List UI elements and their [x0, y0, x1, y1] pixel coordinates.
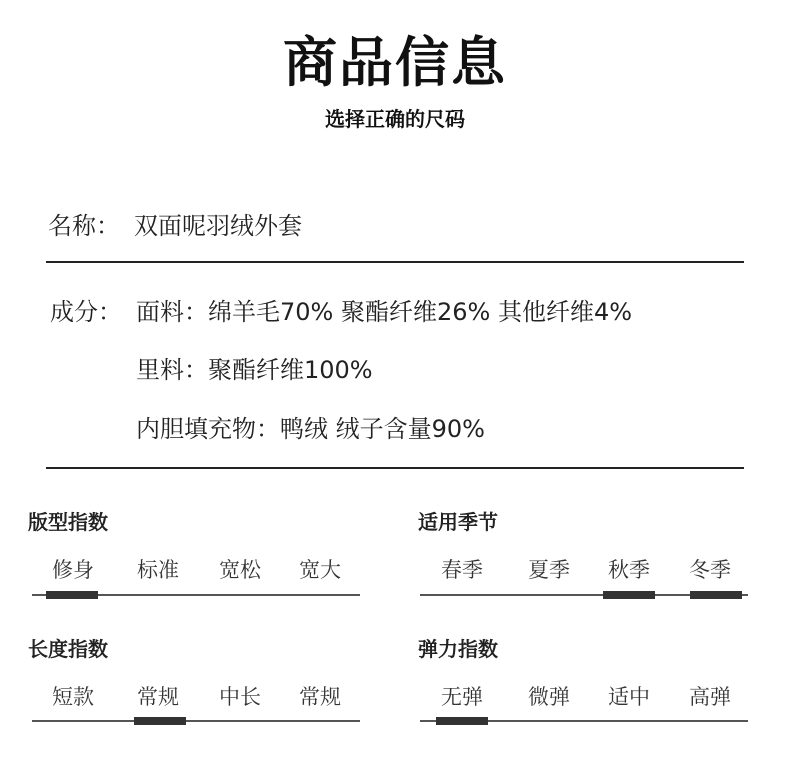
product-name-value: 双面呢羽绒外套 — [134, 212, 302, 240]
composition-shell: 面料：绵羊毛70% 聚酯纤维26% 其他纤维4% — [136, 298, 633, 326]
composition-lining: 里料：聚酯纤维100% — [136, 356, 373, 384]
fit-option: 宽松 — [219, 558, 261, 582]
fit-option: 修身 — [52, 558, 94, 582]
composition-label: 成分： — [50, 298, 122, 326]
product-name-row — [48, 208, 302, 244]
stretch-marker — [436, 717, 488, 725]
fit-option: 标准 — [137, 558, 179, 582]
fit-index-title: 版型指数 — [28, 510, 108, 534]
season-option: 冬季 — [689, 558, 731, 582]
product-name-label: 名称： — [48, 212, 120, 240]
divider-top — [46, 261, 744, 263]
season-option: 夏季 — [528, 558, 570, 582]
stretch-option: 微弹 — [528, 685, 570, 709]
season-index-title: 适用季节 — [418, 510, 498, 534]
fit-marker — [46, 591, 98, 599]
composition-filling: 内胆填充物：鸭绒 绒子含量90% — [136, 415, 485, 443]
season-marker-winter — [690, 591, 742, 599]
length-option: 常规 — [299, 685, 341, 709]
page-title: 商品信息 — [283, 31, 507, 94]
fit-option: 宽大 — [299, 558, 341, 582]
length-index-title: 长度指数 — [28, 637, 108, 661]
season-option: 秋季 — [608, 558, 650, 582]
length-option: 短款 — [52, 685, 94, 709]
stretch-option: 高弹 — [689, 685, 731, 709]
season-option: 春季 — [441, 558, 483, 582]
length-marker — [134, 717, 186, 725]
stretch-option: 无弹 — [441, 685, 483, 709]
length-option: 中长 — [219, 685, 261, 709]
page-subtitle: 选择正确的尺码 — [325, 107, 465, 131]
divider-bottom — [46, 467, 744, 469]
length-option: 常规 — [137, 685, 179, 709]
length-scale-line — [32, 720, 360, 722]
stretch-option: 适中 — [608, 685, 650, 709]
season-marker-autumn — [603, 591, 655, 599]
stretch-index-title: 弹力指数 — [418, 637, 498, 661]
